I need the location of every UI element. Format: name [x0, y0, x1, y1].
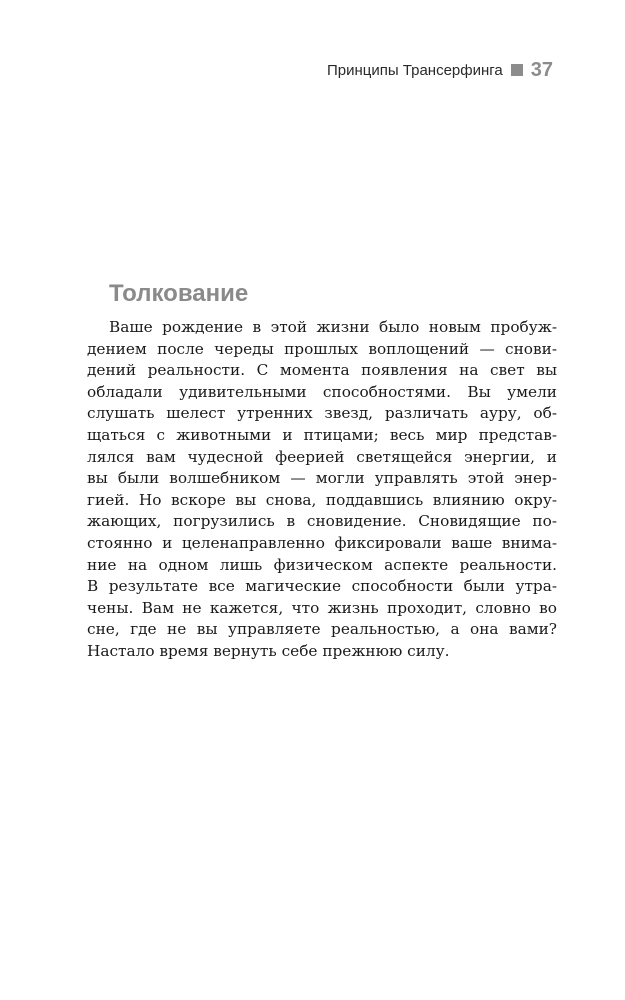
paragraph-line: щаться с животными и птицами; весь мир представ- — [87, 425, 557, 444]
paragraph-line: сне, где не вы управляете реальностью, а она вами? — [87, 620, 557, 639]
paragraph-line: слушать шелест утренних звезд, различать ауру, об- — [87, 404, 557, 423]
body-paragraph — [87, 317, 557, 663]
paragraph-line: обладали удивительными способностями. Вы умели — [87, 382, 557, 401]
square-bullet-icon — [511, 64, 523, 76]
paragraph-line: дений реальности. С момента появления на свет вы — [87, 361, 557, 380]
page-number: 37 — [530, 58, 553, 81]
paragraph-line: Настало время вернуть себе прежнюю силу. — [87, 641, 450, 660]
paragraph-line: В результате все магические способности были утра- — [87, 577, 557, 596]
paragraph-line: жающих, погрузились в сновидение. Сновидящие по- — [87, 512, 557, 531]
section-heading: Толкование — [109, 280, 249, 307]
paragraph-line: чены. Вам не кажется, что жизнь проходит, словно во — [87, 598, 557, 617]
running-header-title: Принципы Трансерфинга — [326, 61, 503, 79]
paragraph-line: ние на одном лишь физическом аспекте реальности. — [87, 555, 557, 574]
paragraph-line: стоянно и целенаправленно фиксировали ваше внима- — [87, 533, 557, 552]
running-header — [327, 57, 553, 83]
paragraph-line: дением после череды прошлых воплощений — снови- — [87, 339, 557, 358]
paragraph-line: гией. Но вскоре вы снова, поддавшись влиянию окру- — [87, 490, 557, 509]
paragraph-line: лялся вам чудесной феерией светящейся энергии, и — [87, 447, 557, 466]
paragraph-line: Ваше рождение в этой жизни было новым пробуж- — [109, 318, 557, 336]
paragraph-line: вы были волшебником — могли управлять этой энер- — [87, 469, 557, 488]
